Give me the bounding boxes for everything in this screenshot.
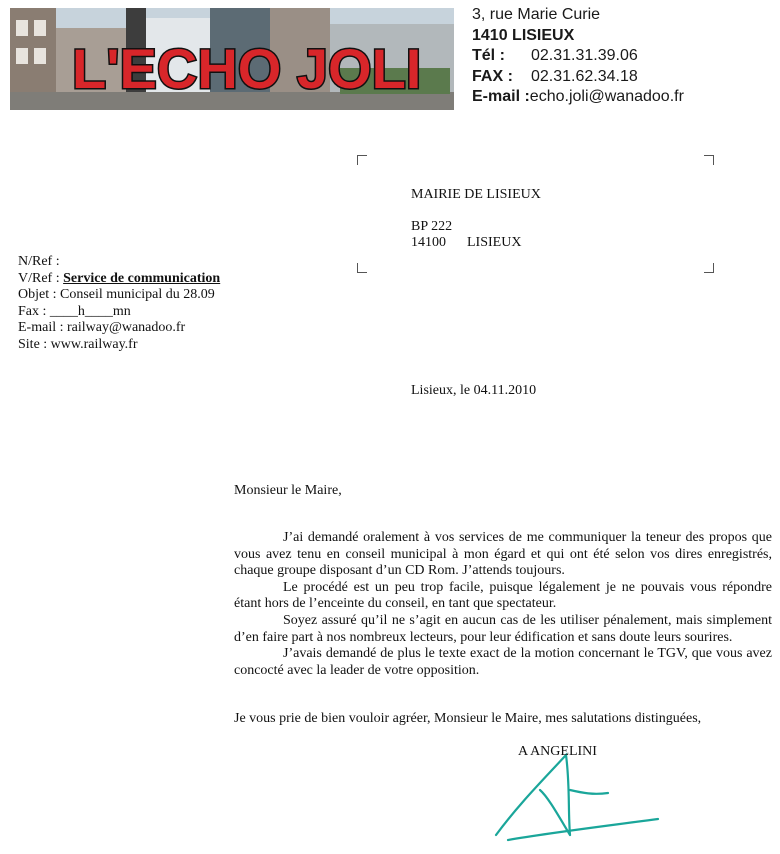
subject-line: Objet : Conseil municipal du 28.09 — [18, 287, 215, 302]
recipient-city: LISIEUX — [467, 235, 522, 250]
signer-name: A ANGELINI — [518, 744, 597, 759]
window-corner-bottom-right — [704, 263, 714, 273]
email-label: E-mail : — [472, 88, 530, 105]
fax-line — [472, 67, 772, 88]
email-line — [472, 87, 772, 108]
phone-line — [472, 46, 772, 67]
paragraph-1: J’ai demandé oralement à vos services de me communiquer la teneur des propos que vous avez tenu en conseil municipal à mon égard et qui ont été selon vos dires enregistrés, chaque groupe disposant d’un CD Rom. J’attends toujours. — [234, 530, 772, 579]
letterhead-contact — [472, 5, 772, 108]
fax-field-line: Fax : ____h____mn — [18, 303, 131, 319]
salutation: Monsieur le Maire, — [234, 483, 342, 498]
paragraph-2: Le procédé est un peu trop facile, puisque légalement je ne pouvais vous répondre étant hors de l’enceinte du conseil, en tant que spectateur. — [234, 579, 772, 612]
address-line-2: 1410 LISIEUX — [472, 26, 575, 44]
recipient-postcode: 14100 — [411, 235, 446, 250]
fax-value: 02.31.62.34.18 — [531, 67, 638, 85]
your-reference-label: V/Ref : — [18, 270, 60, 286]
sender-email-line: E-mail : railway@wanadoo.fr — [18, 320, 186, 335]
window-corner-bottom-left — [357, 263, 367, 273]
recipient-city-line — [411, 235, 521, 252]
letterhead-photo-collage — [10, 8, 454, 110]
phone-label: Tél : — [472, 47, 505, 64]
email-value: echo.joli@wanadoo.fr — [529, 88, 684, 105]
letter-body — [234, 530, 772, 679]
recipient-name: MAIRIE DE LISIEUX — [411, 187, 541, 202]
paragraph-4: J’avais demandé de plus le texte exact de la motion concernant le TGV, que vous avez concocté avec la leader de votre opposition. — [234, 646, 772, 678]
date-line: Lisieux, le 04.11.2010 — [411, 383, 537, 398]
references-block — [18, 254, 220, 353]
closing-line: Je vous prie de bien vouloir agréer, Monsieur le Maire, mes salutations distinguées, — [234, 711, 702, 726]
phone-value: 02.31.31.39.06 — [531, 47, 638, 64]
paragraph-3: Soyez assuré qu’il ne s’agit en aucun cas de les utiliser pénalement, mais simplement d’en faire part à nos nombreux lecteurs, pour leur édification et sans doute leurs sourires. — [234, 612, 772, 645]
recipient-bp: BP 222 — [411, 219, 453, 234]
logo-text: L'ECHO JOLI — [72, 37, 422, 100]
letterhead-banner — [10, 8, 454, 110]
sender-site-line: Site : www.railway.fr — [18, 336, 138, 352]
window-corner-top-right — [704, 155, 714, 165]
window-corner-top-left — [357, 155, 367, 165]
our-reference: N/Ref : — [18, 254, 60, 269]
address-line-1: 3, rue Marie Curie — [472, 6, 601, 23]
fax-label: FAX : — [472, 67, 513, 85]
your-reference-value: Service de communication — [63, 270, 221, 286]
your-reference — [18, 271, 220, 288]
